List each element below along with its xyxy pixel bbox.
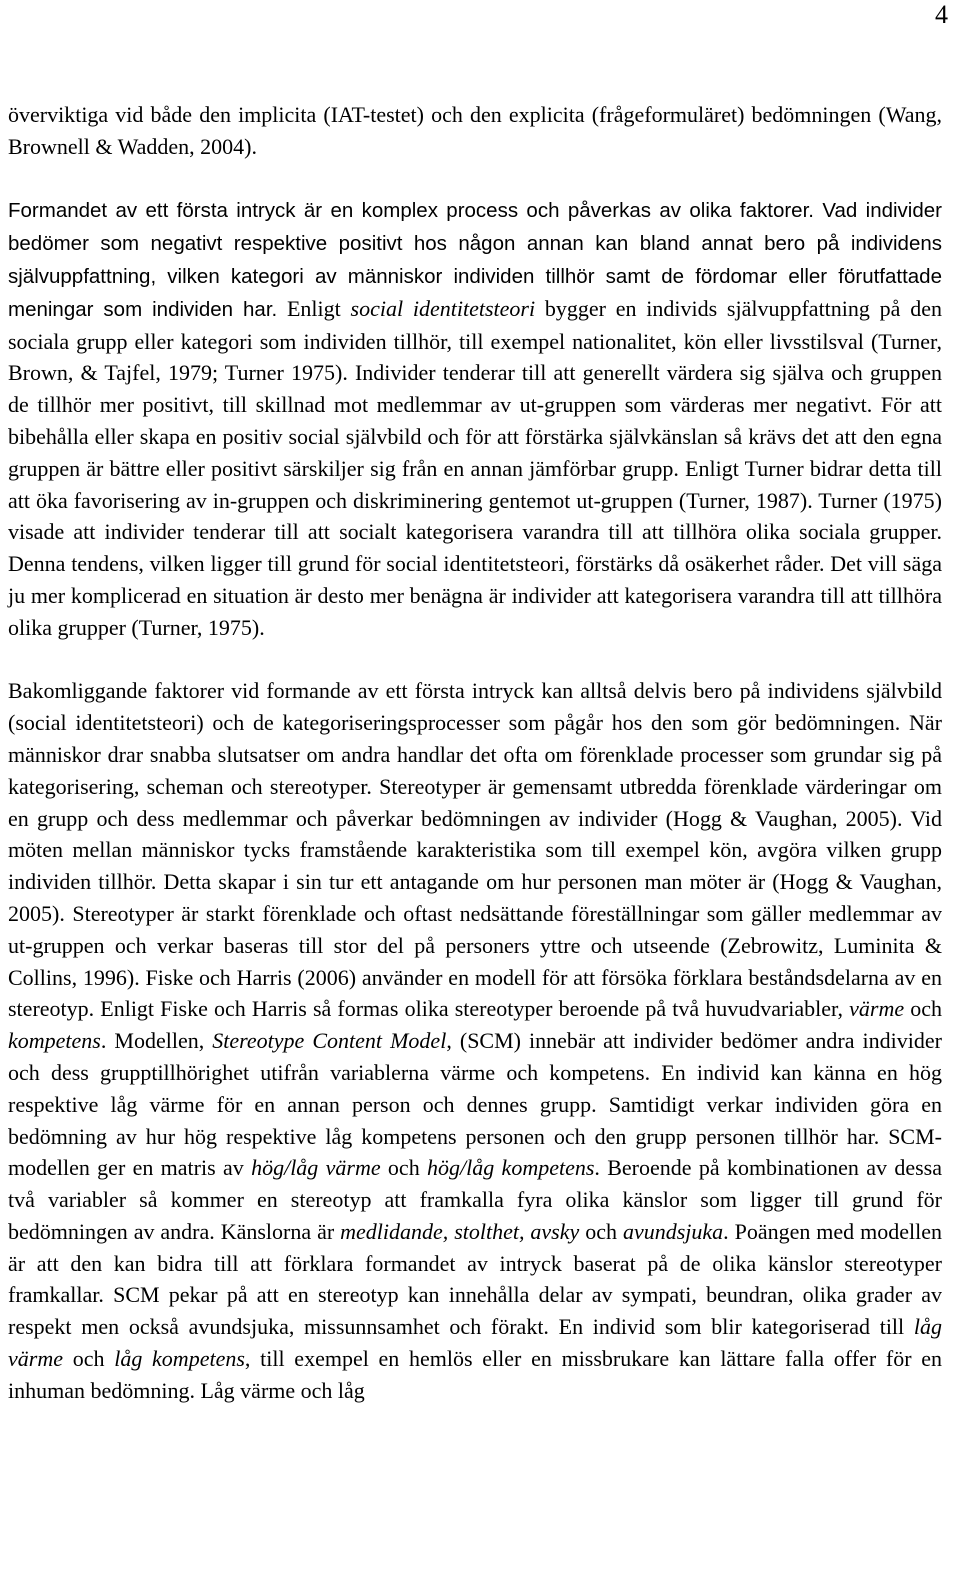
text-run: . Modellen, — [100, 1028, 213, 1054]
italic-term: värme — [849, 996, 905, 1022]
italic-term: Stereotype Content Model — [212, 1028, 447, 1054]
paragraph-1 — [8, 99, 942, 163]
italic-term: låg kompetens — [114, 1346, 245, 1372]
text-run: Bakomliggande faktorer vid formande av ett första intryck kan alltså delvis bero på individens självbild (social identitetsteori) och de kategoriseringsprocesser som pågår hos den som gör bedömningen. När människor drar snabba slutsatser om andra handlar det ofta om förenklade processer som grundar sig på kategorisering, scheman och stereotyper. Stereotyper är gemensamt utbredda förenklade värderingar om en grupp och dess medlemmar och påverkar bedömningen av individer (Hogg & Vaughan, 2005). Vid möten mellan människor tycks framstående karakteristika som till exempel kön, avgöra vilken grupp individen tillhör. Detta skapar i sin tur ett antagande om hur personen man möter är (Hogg & Vaughan, 2005). Stereotyper är starkt förenklade och oftast nedsättande föreställningar som gäller medlemmar av ut-gruppen och verkar baseras till stor del på personers yttre och utseende (Zebrowitz, Luminita & Collins, 1996). Fiske och Harris (2006) använder en modell för att försöka förklara beståndsdelarna av en stereotyp. Enligt Fiske och Harris så formas olika stereotyper beroende på två huvudvariabler, — [8, 678, 942, 1022]
text-run: och — [62, 1346, 115, 1372]
italic-term: medlidande, stolthet, avsky — [340, 1218, 580, 1244]
text-run: överviktiga vid både den implicita (IAT-testet) och den explicita (frågeformuläret) bedömningen (Wang, Brownell & Wadden, 2004). — [8, 102, 942, 159]
body-text — [8, 99, 942, 1407]
text-run: Enligt — [277, 295, 351, 321]
page-number: 4 — [935, 0, 948, 29]
italic-term: social identitetsteori — [350, 295, 536, 321]
italic-term: hög/låg värme — [251, 1155, 381, 1181]
paragraph-3 — [8, 675, 942, 1406]
text-run: , (SCM) innebär att individer bedömer andra individer och dess grupptillhörighet utifrån variablerna värme och kompetens. En individ kan känna en hög respektive låg värme för en annan person och dennes grupp. Samtidigt verkar individen göra en bedömning av hur hög respektive låg kompetens personen och den grupp personen tillhör har. SCM-modellen ger en matris av — [8, 1028, 942, 1181]
text-run: , till exempel en hemlös eller en missbrukare kan lättare falla offer för en inhuman bedömning. Låg värme och låg — [8, 1346, 943, 1403]
text-run: Formandet av ett första intryck är en komplex process och påverkas av olika faktorer. Vad individer bedömer som negativt respektive positivt hos någon annan kan bland annat bero på individens självuppfattning, vilken kategori av människor individen tillhör samt de fördomar eller förutfattade meningar som individen har. — [8, 199, 942, 321]
text-run: och — [579, 1218, 623, 1244]
text-run: bygger en individs självuppfattning på den sociala grupp eller kategori som individen tillhör, till exempel nationalitet, kön eller livsstilsval (Turner, Brown, & Tajfel, 1979; Turner 1975). Individer tenderar till att generellt värdera sig själva och gruppen de tillhör mer positivt, till skillnad mot medlemmar av ut-gruppen som värderas mer negativt. För att bibehålla eller skapa en positiv social självbild och för att förstärka självkänslan så krävs det att den egna gruppen är bättre eller positivt särskiljer sig från en annan jämförbar grupp. Enligt Turner bidrar detta till att öka favorisering av in-gruppen och diskriminering gentemot ut-gruppen (Turner, 1987). Turner (1975) visade att individer tenderar till att socialt kategorisera varandra till att tillhöra olika sociala grupper. Denna tendens, vilken ligger till grund för social identitetsteori, förstärks då osäkerhet råder. Det vill säga ju mer komplicerad en situation är desto mer benägna är individer att kategorisera varandra till att tillhöra olika grupper (Turner, 1975). — [8, 295, 942, 640]
text-run: och — [904, 996, 942, 1022]
text-run: . Poängen med modellen är att den kan bidra till att förklara formandet av intryck baserat på de olika känslor stereotyper framkallar. SCM pekar på att en stereotyp kan innehålla delar av sympati, beundran, olika grader av respekt men också avundsjuka, missunnsamhet och förakt. En individ som blir kategoriserad till — [8, 1218, 942, 1340]
text-run: . Beroende på kombinationen av dessa två variabler så kommer en stereotyp att framkalla fyra olika känslor som ligger till grund för bedömningen av andra. Känslorna är — [8, 1155, 942, 1244]
italic-term: kompetens — [8, 1028, 101, 1054]
italic-term: avundsjuka — [622, 1218, 724, 1244]
italic-term: hög/låg kompetens — [427, 1155, 595, 1181]
paragraph-2 — [8, 194, 942, 643]
italic-term: låg värme — [8, 1314, 942, 1372]
text-run: och — [380, 1155, 428, 1181]
